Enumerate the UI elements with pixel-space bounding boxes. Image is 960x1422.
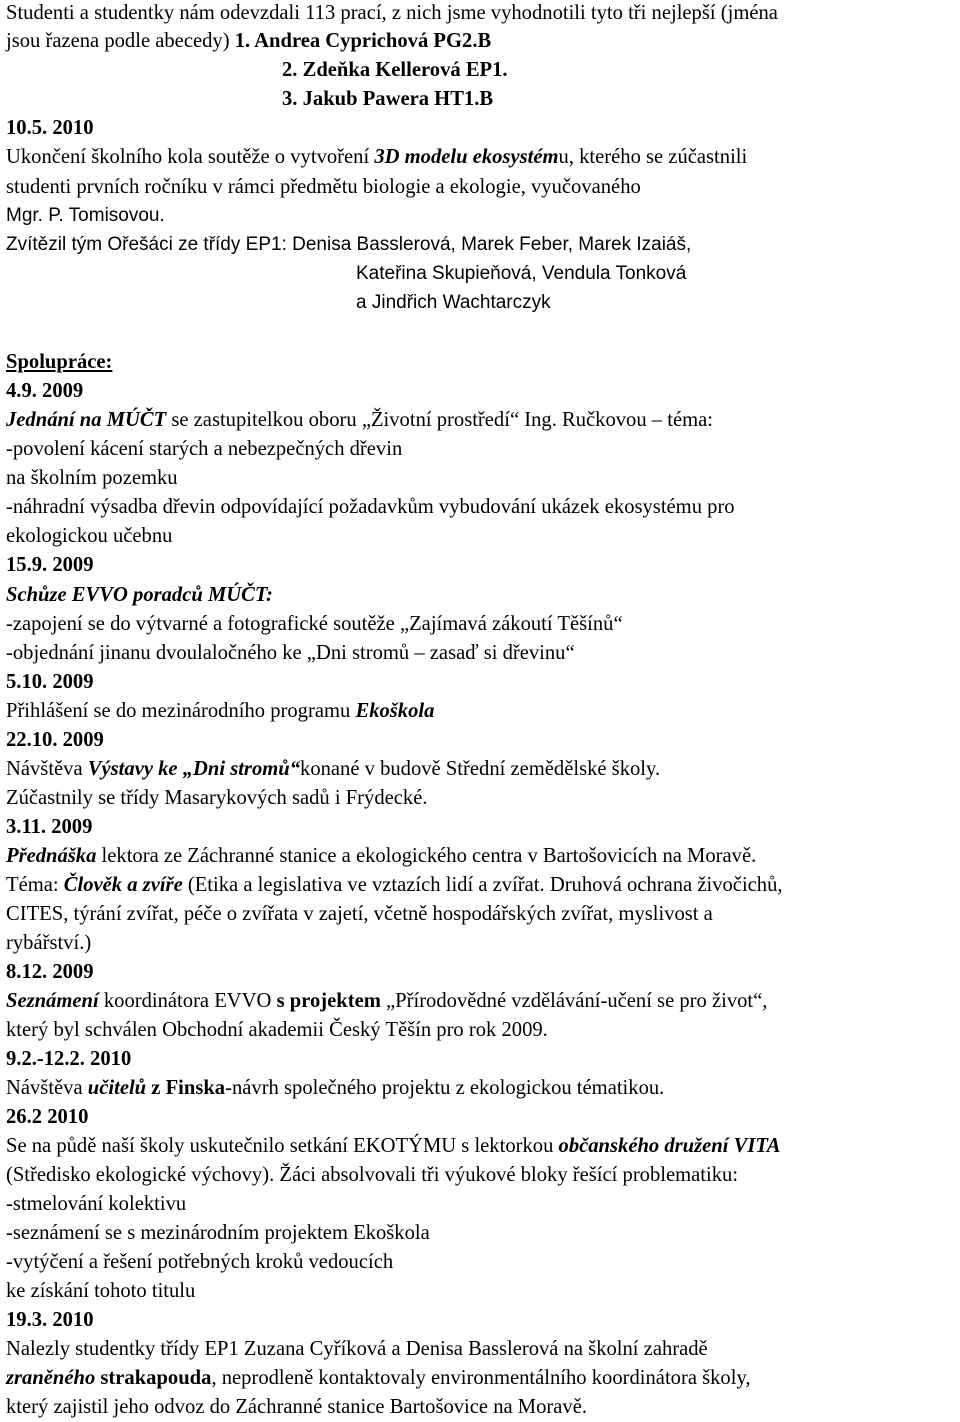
text: Ukončení školního kola soutěže o vytvoření (6, 146, 375, 168)
winner-1: 1. Andrea Cyprichová PG2.B (234, 30, 492, 52)
event-date: 4.9. 2009 (6, 380, 84, 402)
event-line: který byl schválen Obchodní akademii Český Těšín pro rok 2009. (6, 1019, 548, 1041)
eco-line-6: a Jindřich Wachtarczyk (356, 292, 551, 313)
text-emphasis: Jednání na MÚČT (6, 409, 167, 431)
eco-line-3: Mgr. P. Tomisovou. (6, 205, 165, 226)
event-date: 22.10. 2009 (6, 729, 104, 751)
text: lektora ze Záchranné stanice a ekologického centra v Bartošovicích na Moravě. (96, 845, 757, 867)
text: u, kterého se zúčastnili (558, 146, 748, 168)
event-line: -zapojení se do výtvarné a fotografické soutěže „Zajímavá zákoutí Těšínů“ (6, 613, 623, 635)
text: koordinátora EVVO (98, 990, 277, 1012)
text-emphasis: zraněného (6, 1367, 96, 1389)
text-emphasis: Výstavy ke „Dni stromů“ (87, 758, 301, 780)
event-line: -náhradní výsadba dřevin odpovídající požadavkům vybudování ukázek ekosystému pro (6, 496, 735, 518)
event-date: 8.12. 2009 (6, 961, 94, 983)
event-date: 26.2 2010 (6, 1106, 89, 1128)
text-emphasis: učitelů (87, 1077, 147, 1099)
event-line (6, 846, 756, 867)
intro-line-1 (6, 3, 778, 24)
event-line: -vytýčení a řešení potřebných kroků vedoucích (6, 1251, 394, 1273)
eco-line-5: Kateřina Skupieňová, Vendula Tonková (356, 263, 687, 284)
event-line (6, 875, 783, 896)
event-line: Schůze EVVO poradců MÚČT: (6, 584, 273, 606)
text-emphasis: Seznámení (6, 990, 99, 1012)
event-line: na školním pozemku (6, 467, 178, 489)
text: Přihlášení se do mezinárodního programu (6, 700, 356, 722)
text-bold: strakapouda (95, 1367, 212, 1389)
event-line: -povolení kácení starých a nebezpečných dřevin (6, 438, 403, 460)
event-line (6, 701, 434, 722)
event-line: (Středisko ekologické výchovy). Žáci absolvovali tři výukové bloky řešící problematiku: (6, 1164, 739, 1186)
eco-line-2: studenti prvních ročníku v rámci předmětu biologie a ekologie, vyučovaného (6, 176, 641, 198)
event-line: Zúčastnily se třídy Masarykových sadů i Frýdecké. (6, 787, 428, 809)
event-line: ke získání tohoto titulu (6, 1280, 196, 1302)
event-line: ekologickou učebnu (6, 525, 173, 547)
text-emphasis: občanského družení VITA (558, 1135, 781, 1157)
text: Studenti a studentky nám odevzdali 113 prací, z nich jsme vyhodnotili tyto tři nejlepší (jména (6, 2, 778, 24)
winner-2: 2. Zdeňka Kellerová EP1. (282, 59, 508, 81)
eco-line-1 (6, 147, 747, 168)
event-line: -stmelování kolektivu (6, 1193, 187, 1215)
text-emphasis: Ekoškola (355, 700, 435, 722)
text: se zastupitelkou oboru „Životní prostředí“ Ing. Ručkovou – téma: (166, 409, 713, 431)
text: konané v budově Střední zemědělské školy. (300, 758, 661, 780)
text-emphasis: Přednáška (6, 845, 97, 867)
event-line (6, 1078, 664, 1099)
text: Téma: (6, 874, 64, 896)
event-line: který zajistil jeho odvoz do Záchranné stanice Bartošovice na Moravě. (6, 1396, 587, 1418)
winner-3: 3. Jakub Pawera HT1.B (282, 88, 494, 110)
event-date: 9.2.-12.2. 2010 (6, 1048, 132, 1070)
event-line: CITES, týrání zvířat, péče o zvířata v zajetí, včetně hospodářských zvířat, myslivost a (6, 903, 713, 925)
event-line (6, 410, 713, 431)
text: (Etika a legislativa ve vztazích lidí a zvířat. Druhová ochrana živočichů, (182, 874, 783, 896)
event-date: 19.3. 2010 (6, 1309, 94, 1331)
text: Návštěva (6, 758, 88, 780)
text: Se na půdě naší školy uskutečnilo setkání EKOTÝMU s lektorkou (6, 1135, 559, 1157)
event-line: -seznámení se s mezinárodním projektem Ekoškola (6, 1222, 430, 1244)
event-line (6, 991, 767, 1012)
event-line (6, 1368, 751, 1389)
intro-line-2 (6, 31, 491, 52)
section-heading: Spolupráce: (6, 351, 113, 373)
text: Návštěva (6, 1077, 88, 1099)
event-date: 10.5. 2010 (6, 117, 94, 139)
text-bold: s projektem (276, 990, 381, 1012)
text-emphasis: 3D modelu ekosystém (374, 146, 559, 168)
text: -návrh společného projektu z ekologickou tématikou. (225, 1077, 665, 1099)
event-date: 5.10. 2009 (6, 671, 94, 693)
event-line: rybářství.) (6, 932, 92, 954)
text: jsou řazena podle abecedy) (6, 30, 235, 52)
event-line (6, 759, 660, 780)
eco-line-4: Zvítězil tým Ořešáci ze třídy EP1: Denisa Basslerová, Marek Feber, Marek Izaiáš, (6, 234, 692, 255)
text: „Přírodovědné vzdělávání-učení se pro život“, (380, 990, 768, 1012)
event-line (6, 1136, 781, 1157)
text-emphasis: Člověk a zvíře (63, 874, 183, 896)
event-line: Nalezly studentky třídy EP1 Zuzana Cyříková a Denisa Basslerová na školní zahradě (6, 1338, 708, 1360)
text-bold: z Finska (146, 1077, 226, 1099)
event-line: -objednání jinanu dvoulaločného ke „Dni stromů – zasaď si dřevinu“ (6, 642, 575, 664)
event-date: 3.11. 2009 (6, 816, 93, 838)
text: , neprodleně kontaktovaly environmentálního koordinátora školy, (211, 1367, 751, 1389)
event-date: 15.9. 2009 (6, 554, 94, 576)
